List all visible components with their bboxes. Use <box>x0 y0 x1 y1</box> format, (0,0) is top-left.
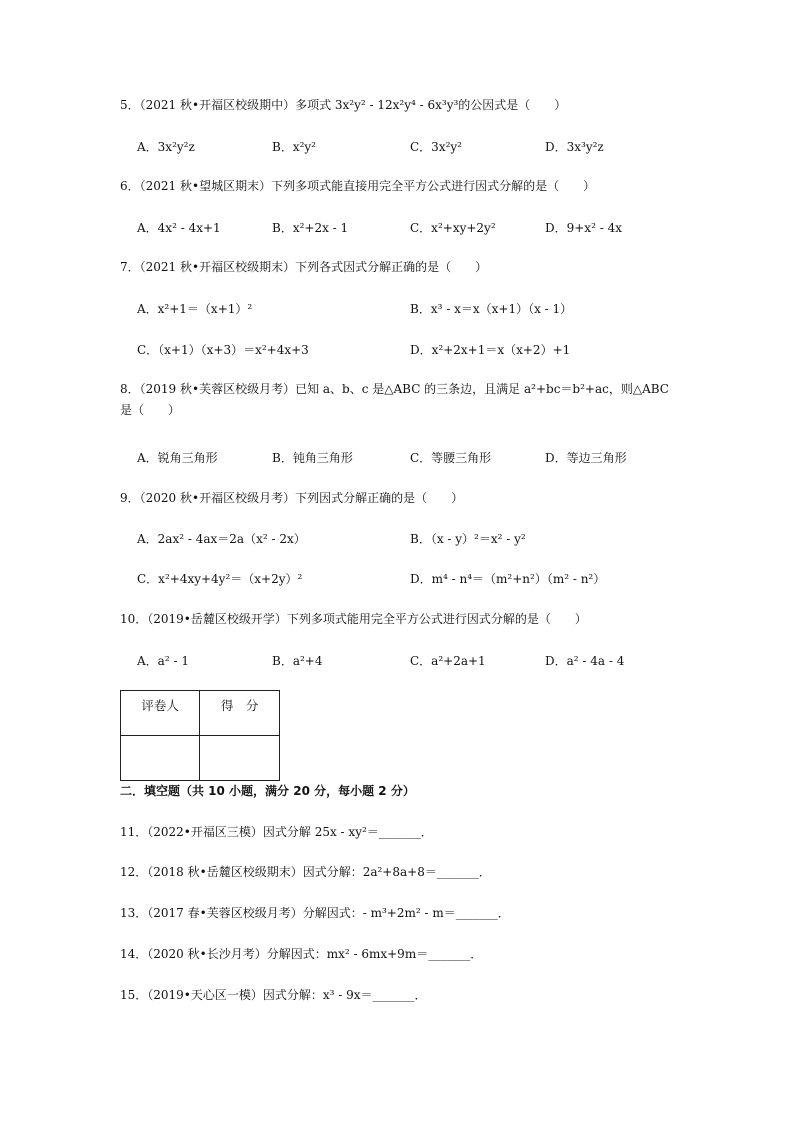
question-7-option-d: D．x²+2x+1＝x（x+2）+1 <box>410 343 571 357</box>
question-8-stem: 8．（2019 秋•芙蓉区校级月考）已知 a、b、c 是△ABC 的三条边，且满足 a²+bc＝b²+ac，则△ABC 是（ ） <box>120 382 669 417</box>
question-10-option-d: D．a² - 4a - 4 <box>545 654 625 668</box>
question-10-option-b: B．a²+4 <box>272 654 323 668</box>
fill-question-14: 14．（2020 秋•长沙月考）分解因式：mx² - 6mx+9m＝_______． <box>120 947 483 961</box>
question-8-option-b: B．钝角三角形 <box>272 451 353 465</box>
question-6-option-a: A．4x² - 4x+1 <box>137 221 221 235</box>
question-6-option-c: C．x²+xy+2y² <box>410 221 496 235</box>
score-header: 得 分 <box>200 691 280 736</box>
question-7-stem: 7．（2021 秋•开福区校级期末）下列各式因式分解正确的是（ ） <box>120 260 488 274</box>
question-9-option-a: A．2ax² - 4ax＝2a（x² - 2x） <box>137 532 306 546</box>
question-9-option-d: D．m⁴ - n⁴＝（m²+n²）（m² - n²） <box>410 572 606 586</box>
fill-question-15: 15．（2019•天心区一模）因式分解：x³ - 9x＝_______． <box>120 988 427 1002</box>
fill-question-11: 11．（2022•开福区三模）因式分解 25x - xy²＝_______． <box>120 825 433 839</box>
score-cell[interactable] <box>200 736 280 781</box>
question-10-stem: 10．（2019•岳麓区校级开学）下列多项式能用完全平方公式进行因式分解的是（ ） <box>120 612 587 626</box>
question-9-option-b: B．（x - y）²＝x² - y² <box>410 532 526 546</box>
score-table <box>120 690 280 781</box>
section-title: 二．填空题（共 10 小题，满分 20 分，每小题 2 分） <box>120 784 415 798</box>
question-9-stem: 9．（2020 秋•开福区校级月考）下列因式分解正确的是（ ） <box>120 491 464 505</box>
question-7-option-c: C．（x+1）（x+3）＝x²+4x+3 <box>137 343 309 357</box>
fill-question-12: 12．（2018 秋•岳麓区校级期末）因式分解：2a²+8a+8＝_______． <box>120 865 491 879</box>
question-6-option-b: B．x²+2x - 1 <box>272 221 349 235</box>
question-10-option-a: A．a² - 1 <box>137 654 189 668</box>
question-6-stem: 6．（2021 秋•望城区期末）下列多项式能直接用完全平方公式进行因式分解的是（ ） <box>120 179 596 193</box>
question-5-option-d: D．3x³y²z <box>545 140 604 154</box>
question-7-option-b: B．x³ - x＝x（x+1）（x - 1） <box>410 302 573 316</box>
question-9-option-c: C．x²+4xy+4y²＝（x+2y）² <box>137 572 303 586</box>
grader-cell[interactable] <box>121 736 200 781</box>
question-8-option-c: C．等腰三角形 <box>410 451 492 465</box>
question-5-option-a: A．3x²y²z <box>137 140 195 154</box>
question-5-option-c: C．3x²y² <box>410 140 462 154</box>
question-8-option-d: D．等边三角形 <box>545 451 627 465</box>
grader-header: 评卷人 <box>121 691 200 736</box>
question-6-option-d: D．9+x² - 4x <box>545 221 622 235</box>
question-8-option-a: A．锐角三角形 <box>137 451 218 465</box>
question-5-stem: 5．（2021 秋•开福区校级期中）多项式 3x²y² - 12x²y⁴ - 6x³y³的公因式是（ ） <box>120 98 567 112</box>
question-10-option-c: C．a²+2a+1 <box>410 654 486 668</box>
question-7-option-a: A．x²+1＝（x+1）² <box>137 302 253 316</box>
fill-question-13: 13．（2017 春•芙蓉区校级月考）分解因式：- m³+2m² - m＝_______． <box>120 906 510 920</box>
question-5-option-b: B．x²y² <box>272 140 316 154</box>
